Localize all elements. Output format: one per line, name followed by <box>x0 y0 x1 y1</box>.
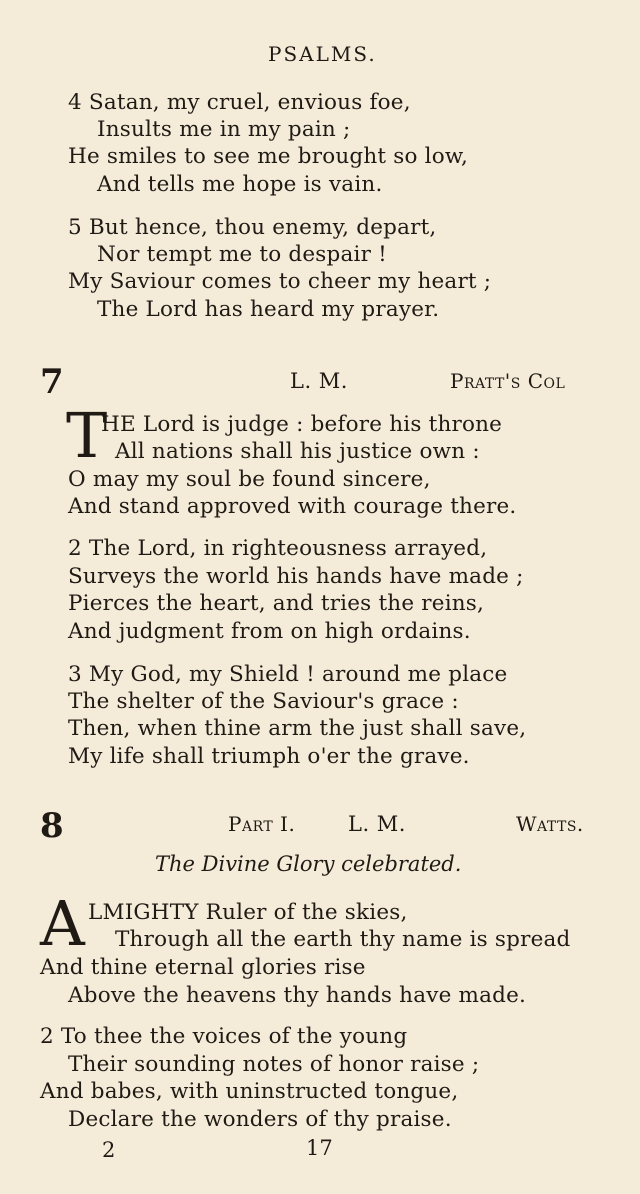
verse-line: And judgment from on high ordains. <box>68 619 471 644</box>
drop-cap: T <box>66 399 108 472</box>
verse-line: O may my soul be found sincere, <box>68 467 431 492</box>
verse-line: The shelter of the Saviour's grace : <box>68 689 459 714</box>
signature-mark: 2 <box>102 1138 116 1162</box>
verse-line: Nor tempt me to despair ! <box>97 242 387 267</box>
verse-line: And babes, with uninstructed tongue, <box>40 1079 459 1104</box>
hymn-part: Part I. <box>228 812 296 836</box>
verse-line: 3 My God, my Shield ! around me place <box>68 662 508 687</box>
verse-line: Their sounding notes of honor raise ; <box>68 1052 480 1077</box>
verse-line: My Saviour comes to cheer my heart ; <box>68 269 492 294</box>
verse-line: Then, when thine arm the just shall save, <box>68 716 527 741</box>
running-header: PSALMS. <box>268 42 377 66</box>
verse-line: And stand approved with courage there. <box>68 494 517 519</box>
hymn-subtitle: The Divine Glory celebrated. <box>155 852 462 876</box>
drop-cap: A <box>40 887 85 960</box>
verse-line: And thine eternal glories rise <box>40 955 366 980</box>
verse-line: LMIGHTY Ruler of the skies, <box>88 900 408 925</box>
hymn-meter: L. M. <box>348 812 406 836</box>
verse-line: 2 To thee the voices of the young <box>40 1024 408 1049</box>
hymn-number: 7 <box>40 362 64 402</box>
verse-line: Surveys the world his hands have made ; <box>68 564 524 589</box>
hymn-number: 8 <box>40 806 64 846</box>
hymn-source: Pratt's Col <box>450 369 566 393</box>
verse-line: Declare the wonders of thy praise. <box>68 1107 452 1132</box>
verse-line: Pierces the heart, and tries the reins, <box>68 591 485 616</box>
verse-line: The Lord has heard my prayer. <box>97 297 440 322</box>
verse-line: 5 But hence, thou enemy, depart, <box>68 215 437 240</box>
verse-line: 2 The Lord, in righteousness arrayed, <box>68 536 488 561</box>
verse-line: And tells me hope is vain. <box>97 172 383 197</box>
verse-line: All nations shall his justice own : <box>115 439 480 464</box>
hymn-meter: L. M. <box>290 369 348 393</box>
hymn-source: Watts. <box>516 812 584 836</box>
verse-line: Through all the earth thy name is spread <box>115 927 571 952</box>
page-number: 17 <box>306 1136 333 1160</box>
verse-line: Above the heavens thy hands have made. <box>68 983 527 1008</box>
verse-line: 4 Satan, my cruel, envious foe, <box>68 90 411 115</box>
verse-line: He smiles to see me brought so low, <box>68 144 468 169</box>
verse-line: My life shall triumph o'er the grave. <box>68 744 470 769</box>
verse-line: Insults me in my pain ; <box>97 117 351 142</box>
verse-line: HE Lord is judge : before his throne <box>101 412 503 437</box>
